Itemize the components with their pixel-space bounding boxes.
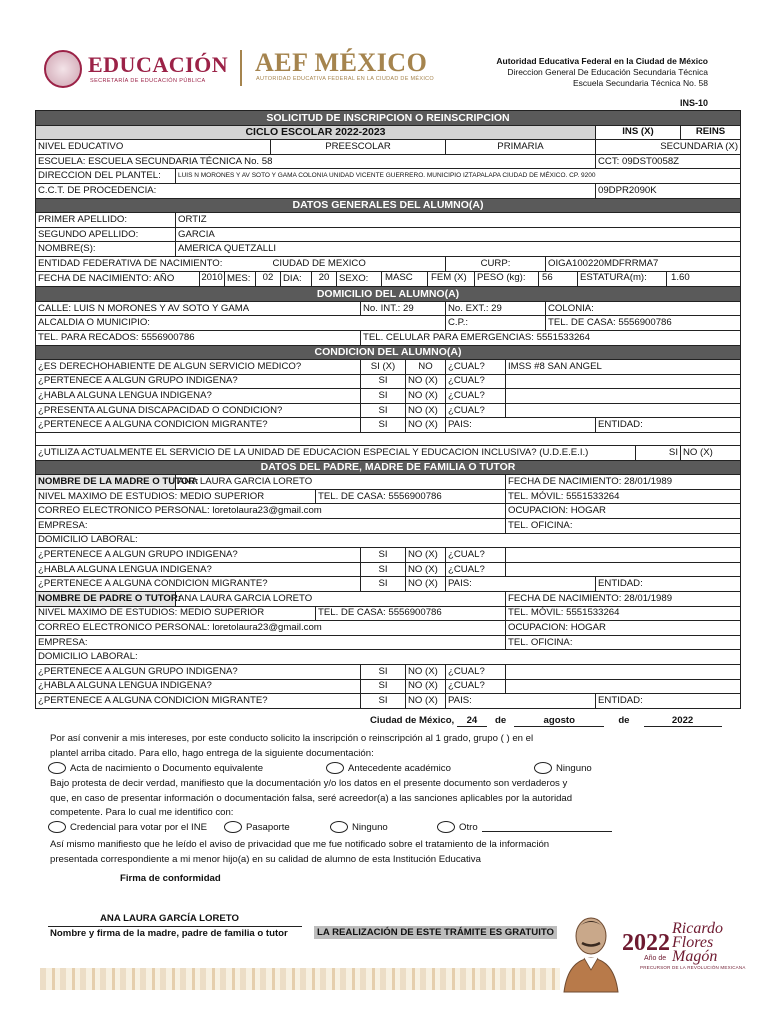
q5-no-option[interactable]: NO (X): [406, 418, 446, 433]
rfm-name: Ricardo Flores Magón: [672, 920, 723, 965]
option-acta[interactable]: [48, 762, 263, 774]
madre-q2-no-option[interactable]: NO (X): [406, 548, 446, 563]
q4-si-option[interactable]: SI: [361, 403, 406, 418]
logo-divider: [240, 50, 242, 86]
madre-q5-no-option[interactable]: NO (X): [406, 577, 446, 592]
option-pasaporte[interactable]: [224, 821, 290, 833]
madre-q-migrante: ¿PERTENECE A ALGUNA CONDICION MIGRANTE?: [36, 577, 361, 592]
madre-q3-cual-field[interactable]: [506, 562, 741, 577]
privacy-line-1: Así mismo manifiesto que he leído el aviso de privacidad que me fue notificado sobre el tratamiento de la información: [50, 839, 550, 850]
masc-option[interactable]: MASC: [381, 272, 427, 287]
q1-cual-label: ¿CUAL?: [446, 360, 506, 375]
colonia-field[interactable]: COLONIA:: [546, 301, 741, 316]
q-udeei: ¿UTILIZA ACTUALMENTE EL SERVICIO DE LA UNIDAD DE EDUCACION ESPECIAL Y EDUCACION INCLUSIVA? (U.D.E.E.I.): [36, 446, 636, 461]
estatura-field[interactable]: 1.60: [666, 272, 740, 287]
otro-label: Otro: [459, 821, 478, 833]
madre-q3-cual-label: ¿CUAL?: [446, 562, 506, 577]
peso-field[interactable]: 56: [538, 272, 577, 287]
privacy-line-2: presentada correspondiente a mi menor hijo(a) en su calidad de alumno de esta Institución Educativa: [50, 853, 481, 865]
madre-tel-casa-field[interactable]: TEL. DE CASA: 5556900786: [316, 489, 506, 504]
padre-empresa-field[interactable]: EMPRESA:: [36, 635, 506, 650]
q4-cual-label: ¿CUAL?: [446, 403, 506, 418]
birth-row: [36, 272, 740, 287]
escuela-field[interactable]: ESCUELA: ESCUELA SECUNDARIA TÉCNICA No. 58: [36, 154, 596, 169]
padre-q5-no-option[interactable]: NO (X): [406, 694, 446, 709]
authority-line-3: Escuela Secundaria Técnica No. 58: [573, 78, 708, 88]
q2-si-option[interactable]: SI: [361, 374, 406, 389]
ine-label: Credencial para votar por el INE: [70, 821, 208, 833]
curp-label: CURP:: [446, 256, 546, 271]
padre-q5-si-option[interactable]: SI: [361, 694, 406, 709]
protest-line-2: que, en caso de presentar información o documentación falsa, seré acreedor(a) a las sanciones aplicables por la autoridad: [50, 792, 573, 804]
madre-nivel-field[interactable]: NIVEL MAXIMO DE ESTUDIOS: MEDIO SUPERIOR: [36, 489, 316, 504]
reins-option[interactable]: REINS: [681, 125, 741, 140]
q-lengua-indigena: ¿HABLA ALGUNA LENGUA INDIGENA?: [36, 389, 361, 404]
padre-q-lengua-indigena: ¿HABLA ALGUNA LENGUA INDIGENA?: [36, 679, 361, 694]
cp-field[interactable]: C.P.:: [446, 316, 546, 331]
rfm-subtitle: PRECURSOR DE LA REVOLUCIÓN MEXICANA: [640, 965, 746, 970]
madre-q2-cual-field[interactable]: [506, 548, 741, 563]
option-ninguno-id[interactable]: [330, 821, 388, 833]
cct-procedencia-field[interactable]: 09DPR2090K: [596, 183, 741, 198]
antecedente-radio[interactable]: [326, 762, 344, 774]
madre-nombre-field[interactable]: ANA LAURA GARCIA LORETO: [176, 475, 506, 490]
madre-q2-si-option[interactable]: SI: [361, 548, 406, 563]
preescolar-option[interactable]: PREESCOLAR: [271, 140, 446, 155]
privacy-paragraph: [50, 838, 610, 867]
madre-tel-movil-field[interactable]: TEL. MÓVIL: 5551533264: [506, 489, 741, 504]
madre-tel-oficina-field[interactable]: TEL. OFICINA:: [506, 519, 741, 534]
otro-radio[interactable]: [437, 821, 455, 833]
ciudad-label: Ciudad de México,: [370, 715, 455, 726]
madre-empresa-field[interactable]: EMPRESA:: [36, 519, 506, 534]
fem-option[interactable]: FEM (X): [427, 272, 474, 287]
q5-pais-field[interactable]: PAIS:: [446, 418, 596, 433]
madre-fecha-nac-field[interactable]: FECHA DE NACIMIENTO: 28/01/1989: [506, 475, 741, 490]
padre-q3-si-option[interactable]: SI: [361, 679, 406, 694]
primaria-option[interactable]: PRIMARIA: [446, 140, 596, 155]
authority-line-2: Direccion General De Educación Secundaria Técnica: [507, 67, 708, 77]
antecedente-label: Antecedente académico: [348, 762, 451, 774]
padre-q-migrante: ¿PERTENECE A ALGUNA CONDICION MIGRANTE?: [36, 694, 361, 709]
primer-apellido-label: PRIMER APELLIDO:: [36, 213, 176, 228]
request-line-2: plantel arriba citado. Para ello, hago entrega de la siguiente documentación:: [50, 747, 374, 759]
padre-label: NOMBRE DE PADRE O TUTOR:: [36, 592, 176, 607]
section-condicion: CONDICION DEL ALUMNO(A): [36, 345, 741, 360]
q2-cual-label: ¿CUAL?: [446, 374, 506, 389]
padre-q-grupo-indigena: ¿PERTENECE A ALGUN GRUPO INDIGENA?: [36, 664, 361, 679]
page-header: [0, 0, 768, 108]
signer-name: ANA LAURA GARCÍA LORETO: [100, 913, 239, 924]
option-ine[interactable]: [48, 821, 207, 833]
ninguno-id-radio[interactable]: [330, 821, 348, 833]
doc-code: INS-10: [679, 98, 708, 108]
de-label-2: de: [618, 715, 630, 726]
form-table: [35, 110, 741, 709]
otro-field[interactable]: [482, 822, 612, 832]
padre-fecha-nac-field[interactable]: FECHA DE NACIMIENTO: 28/01/1989: [506, 592, 741, 607]
q4-cual-field[interactable]: [506, 403, 741, 418]
q1-cual-field[interactable]: IMSS #8 SAN ANGEL: [506, 360, 741, 375]
protest-paragraph: [50, 777, 620, 821]
calle-field[interactable]: CALLE: LUIS N MORONES Y AV SOTO Y GAMA: [36, 301, 361, 316]
padre-q3-cual-label: ¿CUAL?: [446, 679, 506, 694]
aef-subtitle: AUTORIDAD EDUCATIVA FEDERAL EN LA CIUDAD DE MÉXICO: [256, 76, 434, 82]
cycle-title: CICLO ESCOLAR 2022-2023: [36, 125, 596, 140]
nombre-label: NOMBRE(S):: [36, 242, 176, 257]
curp-field[interactable]: OIGA100220MDFRRMA7: [546, 256, 741, 271]
authority-block: [496, 56, 708, 89]
padre-q3-cual-field[interactable]: [506, 679, 741, 694]
pasaporte-label: Pasaporte: [246, 821, 290, 833]
ricardo-flores-magon-portrait-icon: [560, 912, 622, 992]
no-int-field[interactable]: No. INT.: 29: [361, 301, 446, 316]
q2-cual-field[interactable]: [506, 374, 741, 389]
option-otro[interactable]: [437, 821, 612, 833]
q2-no-option[interactable]: NO (X): [406, 374, 446, 389]
madre-q5-entidad-field[interactable]: ENTIDAD:: [596, 577, 741, 592]
secundaria-option[interactable]: SECUNDARIA (X): [596, 140, 741, 155]
spacer-row: [36, 433, 741, 446]
ins-option[interactable]: INS (X): [596, 125, 681, 140]
q3-no-option[interactable]: NO (X): [406, 389, 446, 404]
q1-no-option[interactable]: NO: [406, 360, 446, 375]
dia-field[interactable]: 20: [311, 272, 337, 287]
protest-line-1: Bajo protesta de decir verdad, manifiesto que la documentación y/o los datos en el presente documento son verdaderos y: [50, 778, 568, 789]
de-label-1: de: [494, 715, 507, 726]
madre-q5-si-option[interactable]: SI: [361, 577, 406, 592]
date-month-field[interactable]: agosto: [514, 715, 604, 727]
peso-label: PESO (kg):: [474, 272, 538, 287]
padre-correo-field[interactable]: CORREO ELECTRONICO PERSONAL: loretolaura23@gmail.com: [36, 621, 506, 636]
udeei-si-option[interactable]: SI: [636, 446, 681, 461]
request-paragraph: [50, 732, 610, 761]
padre-domicilio-laboral-field[interactable]: DOMICILIO LABORAL:: [36, 650, 741, 665]
estatura-label: ESTATURA(m):: [577, 272, 666, 287]
option-antecedente[interactable]: [326, 762, 451, 774]
segundo-apellido-label: SEGUNDO APELLIDO:: [36, 227, 176, 242]
padre-q5-pais-field[interactable]: PAIS:: [446, 694, 596, 709]
padre-q5-entidad-field[interactable]: ENTIDAD:: [596, 694, 741, 709]
cct-field[interactable]: CCT: 09DST0058Z: [596, 154, 741, 169]
q-discapacidad: ¿PRESENTA ALGUNA DISCAPACIDAD O CONDICION?: [36, 403, 361, 418]
alcaldia-field[interactable]: ALCALDIA O MUNICIPIO:: [36, 316, 446, 331]
acta-radio[interactable]: [48, 762, 66, 774]
q4-no-option[interactable]: NO (X): [406, 403, 446, 418]
madre-ocupacion-field[interactable]: OCUPACION: HOGAR: [506, 504, 741, 519]
q-migrante: ¿PERTENECE A ALGUNA CONDICION MIGRANTE?: [36, 418, 361, 433]
padre-q2-cual-label: ¿CUAL?: [446, 664, 506, 679]
decorative-border: [40, 968, 560, 990]
date-year-field[interactable]: 2022: [644, 715, 722, 727]
signature-caption: Nombre y firma de la madre, padre de familia o tutor: [50, 928, 288, 939]
tel-casa-field[interactable]: TEL. DE CASA: 5556900786: [546, 316, 741, 331]
firma-label: Firma de conformidad: [120, 873, 221, 884]
mes-label: MES:: [227, 272, 251, 284]
madre-q3-no-option[interactable]: NO (X): [406, 562, 446, 577]
madre-q3-si-option[interactable]: SI: [361, 562, 406, 577]
udeei-no-option[interactable]: NO (X): [681, 446, 741, 461]
primer-apellido-field[interactable]: ORTIZ: [176, 213, 741, 228]
request-line-1: Por así convenir a mis intereses, por este conducto solicito la inscripción o reinscripción al 1 grado, grupo ( ) en el: [50, 733, 534, 744]
segundo-apellido-field[interactable]: GARCIA: [176, 227, 741, 242]
madre-correo-field[interactable]: CORREO ELECTRONICO PERSONAL: loretolaura23@gmail.com: [36, 504, 506, 519]
registration-form: [35, 110, 740, 709]
section-padres: DATOS DEL PADRE, MADRE DE FAMILIA O TUTOR: [36, 460, 741, 475]
mexico-seal-icon: [44, 50, 82, 88]
q3-cual-label: ¿CUAL?: [446, 389, 506, 404]
entidad-nac-label: ENTIDAD FEDERATIVA DE NACIMIENTO:: [36, 256, 271, 271]
q-servicio-medico: ¿ES DERECHOHABIENTE DE ALGUN SERVICIO MEDICO?: [36, 360, 361, 375]
free-procedure-note: LA REALIZACIÓN DE ESTE TRÁMITE ES GRATUITO: [314, 926, 557, 939]
form-title: SOLICITUD DE INSCRIPCION O REINSCRIPCION: [36, 111, 741, 126]
q5-si-option[interactable]: SI: [361, 418, 406, 433]
ine-radio[interactable]: [48, 821, 66, 833]
q3-cual-field[interactable]: [506, 389, 741, 404]
q3-si-option[interactable]: SI: [361, 389, 406, 404]
year-sub-label: Año de: [644, 955, 667, 962]
sexo-label: SEXO:: [339, 272, 369, 284]
protest-line-3: competente. Para lo cual me identifico con:: [50, 807, 234, 818]
option-ninguno-docs[interactable]: [534, 762, 592, 774]
nivel-label: NIVEL EDUCATIVO: [36, 140, 271, 155]
fecha-nac-label: FECHA DE NACIMIENTO: AÑO: [38, 272, 175, 284]
entidad-nac-field[interactable]: CIUDAD DE MEXICO: [271, 256, 446, 271]
ninguno-id-label: Ninguno: [352, 821, 388, 833]
pasaporte-radio[interactable]: [224, 821, 242, 833]
section-alumno: DATOS GENERALES DEL ALUMNO(A): [36, 198, 741, 213]
padre-tel-movil-field[interactable]: TEL. MÓVIL: 5551533264: [506, 606, 741, 621]
madre-label: NOMBRE DE LA MADRE O TUTOR:: [36, 475, 176, 490]
no-ext-field[interactable]: No. EXT.: 29: [446, 301, 546, 316]
section-domicilio: DOMICILIO DEL ALUMNO(A): [36, 287, 741, 302]
date-day-field[interactable]: 24: [457, 715, 487, 727]
ninguno-docs-label: Ninguno: [556, 762, 592, 774]
educacion-logo: EDUCACIÓN: [88, 52, 229, 77]
tel-recados-field[interactable]: TEL. PARA RECADOS: 5556900786: [36, 330, 361, 345]
mes-field[interactable]: 02: [255, 272, 281, 287]
aef-logo: AEF MÉXICO: [255, 48, 428, 77]
madre-q2-cual-label: ¿CUAL?: [446, 548, 506, 563]
date-line: [370, 715, 722, 727]
padre-q3-no-option[interactable]: NO (X): [406, 679, 446, 694]
padre-tel-casa-field[interactable]: TEL. DE CASA: 5556900786: [316, 606, 506, 621]
tel-emergencias-field[interactable]: TEL. CELULAR PARA EMERGENCIAS: 5551533264: [361, 330, 741, 345]
anio-field[interactable]: 2010: [199, 272, 225, 287]
signature-line[interactable]: [48, 926, 302, 927]
madre-domicilio-laboral-field[interactable]: DOMICILIO LABORAL:: [36, 533, 741, 548]
padre-q2-no-option[interactable]: NO (X): [406, 664, 446, 679]
sep-subtitle: SECRETARÍA DE EDUCACIÓN PÚBLICA: [90, 78, 206, 84]
cct-procedencia-label: C.C.T. DE PROCEDENCIA:: [36, 183, 596, 198]
q1-si-option[interactable]: SI (X): [361, 360, 406, 375]
year-2022-logo: 2022: [622, 930, 670, 956]
q5-entidad-field[interactable]: ENTIDAD:: [596, 418, 741, 433]
ninguno-docs-radio[interactable]: [534, 762, 552, 774]
madre-q-lengua-indigena: ¿HABLA ALGUNA LENGUA INDIGENA?: [36, 562, 361, 577]
acta-label: Acta de nacimiento o Documento equivalente: [70, 762, 264, 774]
padre-nivel-field[interactable]: NIVEL MAXIMO DE ESTUDIOS: MEDIO SUPERIOR: [36, 606, 316, 621]
dia-label: DIA:: [283, 272, 302, 284]
padre-nombre-field[interactable]: ANA LAURA GARCIA LORETO: [176, 592, 506, 607]
direccion-label: DIRECCION DEL PLANTEL:: [36, 169, 176, 184]
padre-ocupacion-field[interactable]: OCUPACION: HOGAR: [506, 621, 741, 636]
authority-line-1: Autoridad Educativa Federal en la Ciudad de México: [496, 56, 708, 66]
padre-q2-cual-field[interactable]: [506, 664, 741, 679]
padre-q2-si-option[interactable]: SI: [361, 664, 406, 679]
q-grupo-indigena: ¿PERTENECE A ALGUN GRUPO INDIGENA?: [36, 374, 361, 389]
direccion-field[interactable]: LUIS N MORONES Y AV SOTO Y GAMA COLONIA UNIDAD VICENTE GUERRERO. MUNICIPIO IZTAPALAPA CIUDAD DE MÉXICO. CP. 9200: [176, 169, 741, 184]
madre-q-grupo-indigena: ¿PERTENECE A ALGUN GRUPO INDIGENA?: [36, 548, 361, 563]
padre-tel-oficina-field[interactable]: TEL. OFICINA:: [506, 635, 741, 650]
madre-q5-pais-field[interactable]: PAIS:: [446, 577, 596, 592]
nombre-field[interactable]: AMERICA QUETZALLI: [176, 242, 741, 257]
